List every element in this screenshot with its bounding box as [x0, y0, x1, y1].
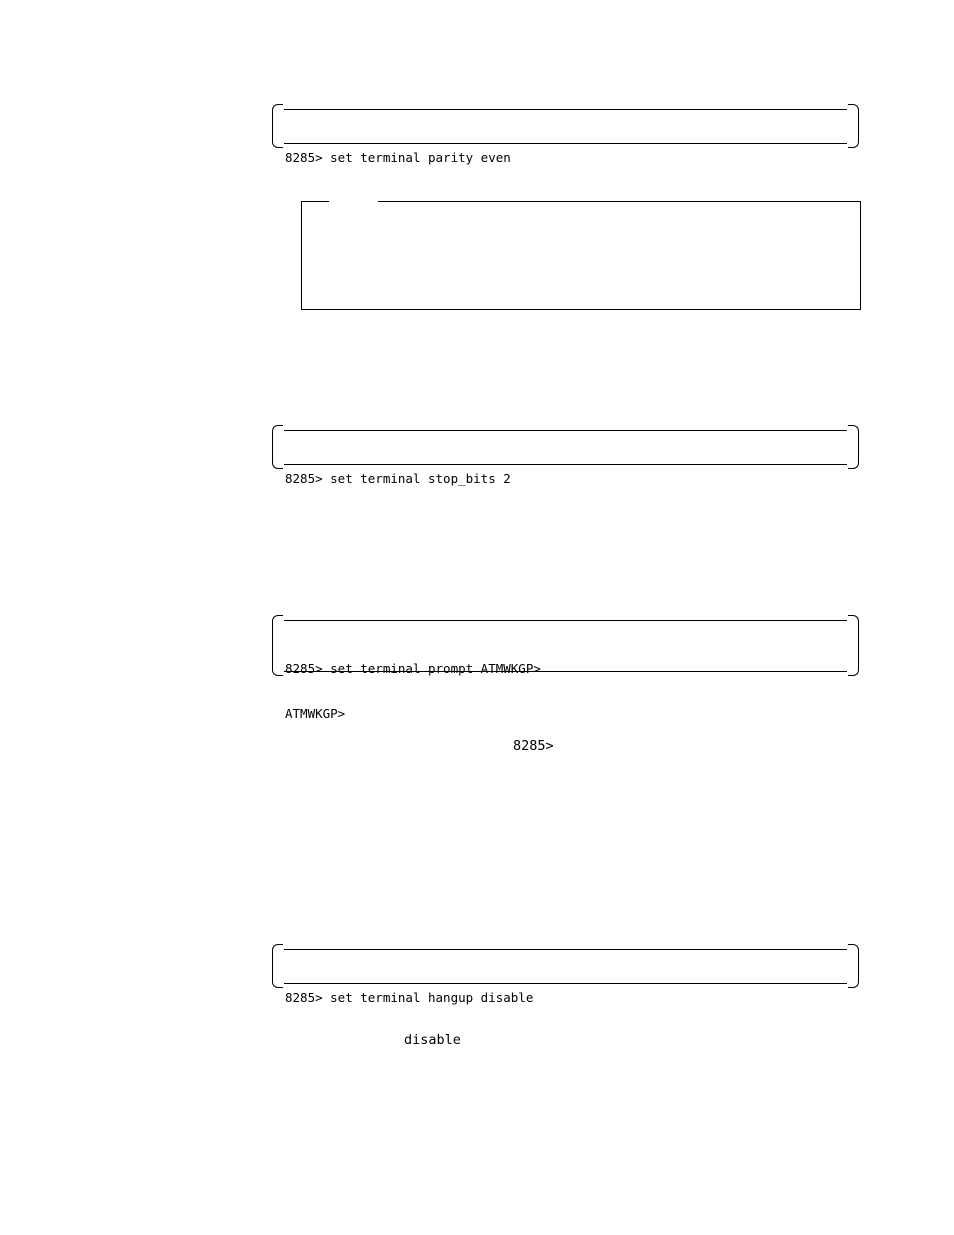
note-box: [301, 201, 861, 310]
screen-example-parity: [272, 104, 859, 165]
inline-default-prompt: 8285>: [513, 738, 554, 754]
screen-example-prompt: [272, 615, 859, 721]
screen-example-hangup: [272, 944, 859, 1005]
command-line: 8285> set terminal prompt ATMWKGP>: [285, 661, 541, 676]
inline-disable-keyword: disable: [404, 1032, 461, 1048]
screen-example-stop-bits: [272, 425, 859, 486]
command-line: 8285> set terminal parity even: [285, 150, 511, 165]
output-line: ATMWKGP>: [285, 706, 346, 721]
command-line: 8285> set terminal stop_bits 2: [285, 471, 511, 486]
command-line: 8285> set terminal hangup disable: [285, 990, 534, 1005]
